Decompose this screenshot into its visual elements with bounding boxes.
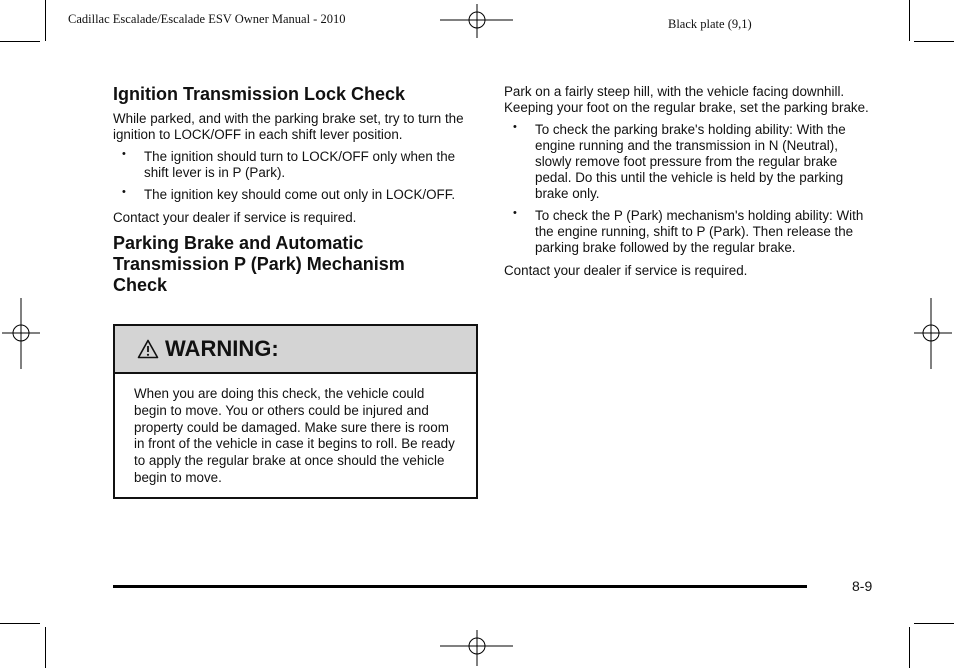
bullet-list [113, 149, 478, 203]
right-column [504, 84, 872, 279]
registration-mark-left-icon [0, 296, 44, 372]
list-item: • The ignition should turn to LOCK/OFF only when the shift lever is in P (Park). [113, 149, 478, 181]
warning-box [113, 324, 478, 499]
section-intro: While parked, and with the parking brake set, try to turn the ignition to LOCK/OFF in each shift lever position. [113, 111, 464, 142]
list-item: • To check the P (Park) mechanism's holding ability: With the engine running, shift to P (Park). Then release the parking brake followed by the regular brake. [504, 208, 872, 256]
plate-label: Black plate (9,1) [668, 17, 752, 31]
list-item: • The ignition key should come out only in LOCK/OFF. [113, 187, 478, 203]
warning-header [115, 326, 476, 374]
left-column [113, 84, 478, 296]
bullet-list [504, 122, 872, 256]
warning-title: WARNING: [165, 336, 279, 361]
warning-triangle-icon [137, 339, 159, 359]
manual-title: Cadillac Escalade/Escalade ESV Owner Manual - 2010 [68, 12, 346, 26]
parking-brake-intro: Park on a fairly steep hill, with the vehicle facing downhill. Keeping your foot on the regular brake, set the parking brake. [504, 84, 869, 115]
footer-rule [113, 585, 807, 588]
registration-mark-right-icon [910, 296, 954, 372]
registration-mark-bottom-icon [440, 628, 516, 668]
section-heading-ignition-lock: Ignition Transmission Lock Check [113, 84, 406, 104]
contact-dealer-text: Contact your dealer if service is required. [113, 210, 357, 225]
registration-mark-top-icon [440, 0, 516, 42]
list-item: • To check the parking brake's holding ability: With the engine running and the transmission in N (Neutral), slowly remove foot pressure from the regular brake pedal. Do this until the vehicle is held by the parking brake only. [504, 122, 872, 202]
page-number: 8-9 [852, 578, 873, 594]
section-heading-parking-brake: Parking Brake and Automatic Transmission P (Park) Mechanism Check [113, 233, 405, 295]
contact-dealer-text: Contact your dealer if service is required. [504, 263, 748, 278]
warning-text: When you are doing this check, the vehicle could begin to move. You or others could be injured and property could be damaged. Make sure there is room in front of the vehicle in case it begins to roll. Be ready to apply the regular brake at once should the vehicle begin to move. [134, 386, 455, 485]
